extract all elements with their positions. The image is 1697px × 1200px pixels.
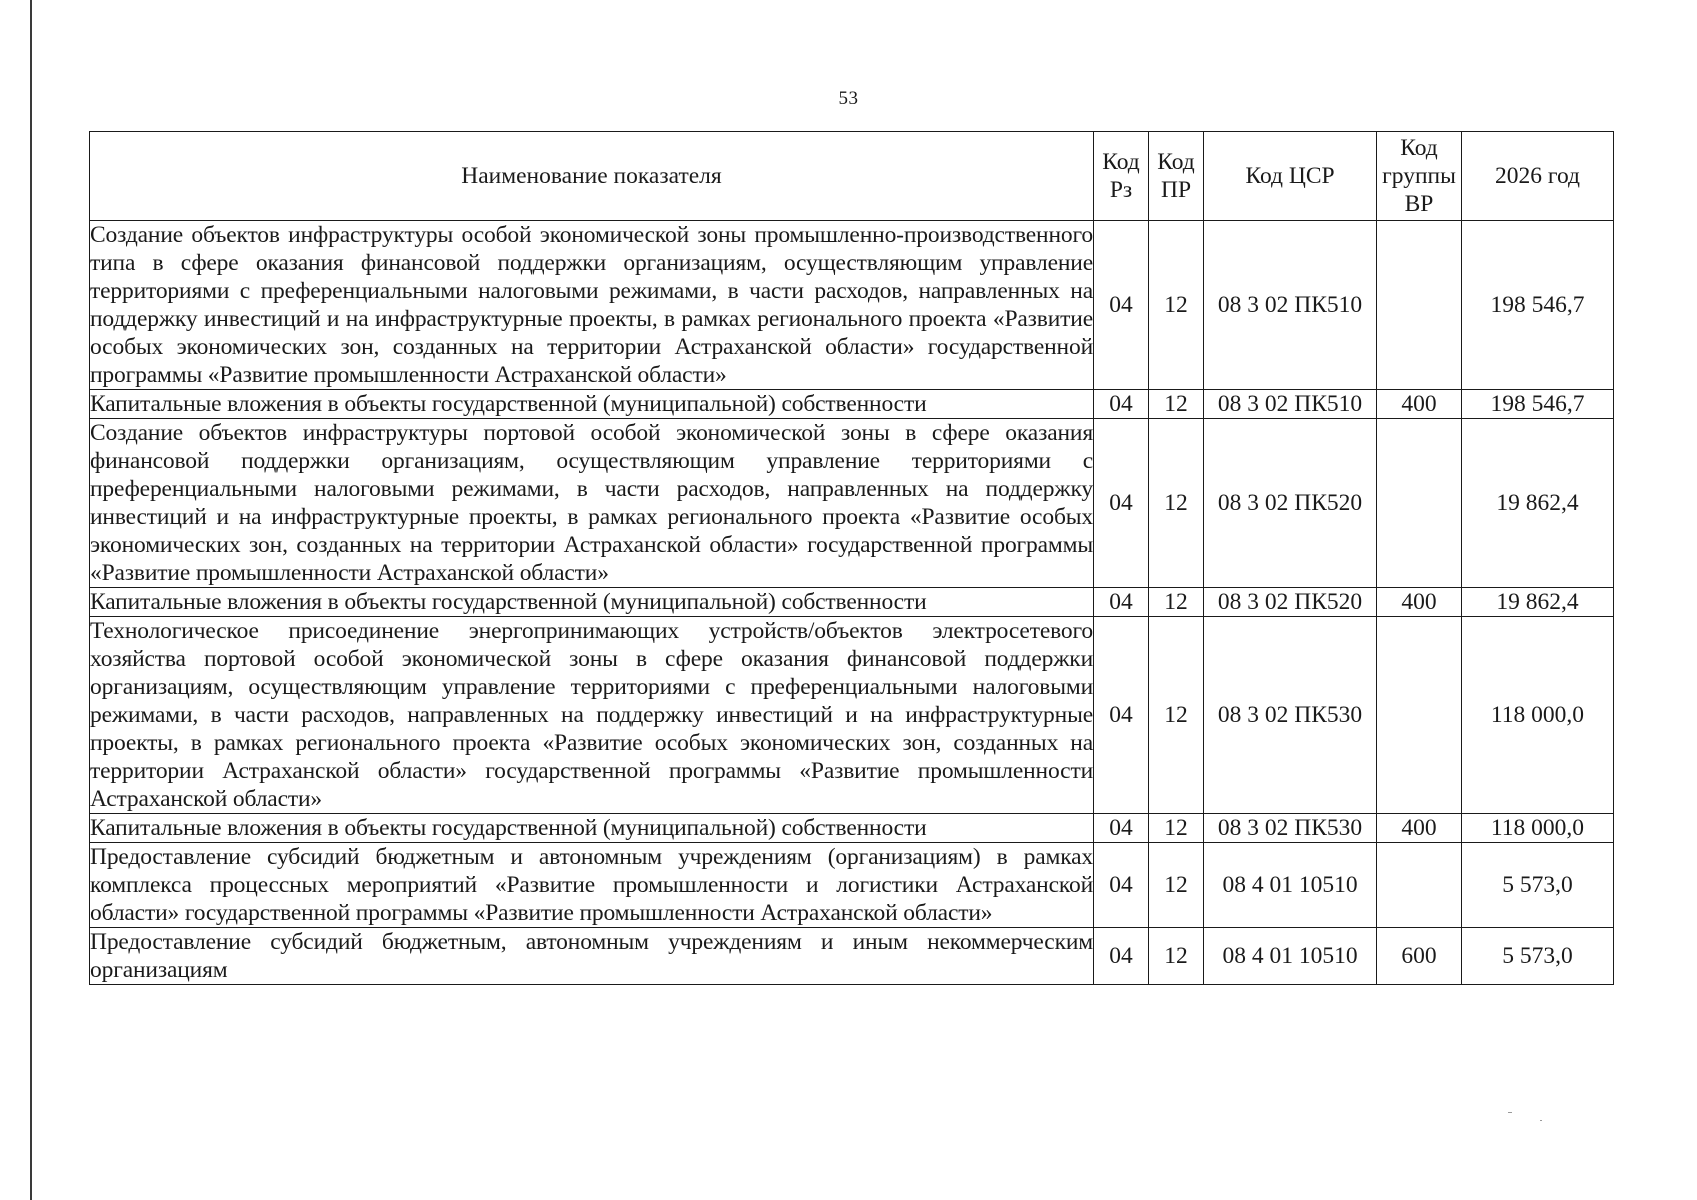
- row-amount: 198 546,7: [1462, 221, 1614, 390]
- header-code-vr: Код группы ВР: [1377, 132, 1462, 221]
- row-amount: 198 546,7: [1462, 390, 1614, 419]
- row-code-csr: 08 3 02 ПК510: [1204, 221, 1377, 390]
- row-amount: 118 000,0: [1462, 617, 1614, 814]
- row-code-rz: 04: [1094, 928, 1149, 985]
- table-row: [90, 221, 1614, 390]
- row-indicator-name: Создание объектов инфраструктуры особой экономической зоны промышленно-производственного типа в сфере оказания финансовой поддержки организациям, осуществляющим управление территориями с преференциальными налоговыми режимами, в части расходов, направленных на поддержку инвестиций и на инфраструктурные проекты, в рамках регионального проекта «Развитие особых экономических зон, созданных на территории Астраханской области» государственной программы «Развитие промышленности Астраханской области»: [90, 222, 1093, 388]
- row-code-vr: [1377, 221, 1462, 390]
- table-row: [90, 588, 1614, 617]
- row-code-pr: 12: [1149, 843, 1204, 928]
- table-row: [90, 928, 1614, 985]
- row-code-pr: 12: [1149, 928, 1204, 985]
- table-row: [90, 419, 1614, 588]
- row-amount: 5 573,0: [1462, 843, 1614, 928]
- row-indicator-name: Капитальные вложения в объекты государственной (муниципальной) собственности: [90, 814, 1094, 843]
- table-row: [90, 814, 1614, 843]
- row-code-csr: 08 3 02 ПК520: [1204, 419, 1377, 588]
- row-code-vr: [1377, 843, 1462, 928]
- row-code-vr: 400: [1377, 814, 1462, 843]
- row-amount: 19 862,4: [1462, 588, 1614, 617]
- row-code-pr: 12: [1149, 588, 1204, 617]
- row-indicator-name: Капитальные вложения в объекты государственной (муниципальной) собственности: [90, 588, 1094, 617]
- row-code-rz: 04: [1094, 814, 1149, 843]
- row-code-csr: 08 3 02 ПК520: [1204, 588, 1377, 617]
- header-year-2026: 2026 год: [1462, 132, 1614, 221]
- row-amount: 118 000,0: [1462, 814, 1614, 843]
- row-indicator-name: Предоставление субсидий бюджетным, автономным учреждениям и иным некоммерческим организациям: [90, 929, 1093, 983]
- scan-speck: [1540, 1120, 1542, 1121]
- row-amount: 19 862,4: [1462, 419, 1614, 588]
- scan-speck: [1508, 1112, 1512, 1113]
- row-code-rz: 04: [1094, 390, 1149, 419]
- table-row: [90, 390, 1614, 419]
- row-code-rz: 04: [1094, 419, 1149, 588]
- row-code-vr: [1377, 419, 1462, 588]
- table-row: [90, 617, 1614, 814]
- row-code-rz: 04: [1094, 588, 1149, 617]
- row-code-pr: 12: [1149, 419, 1204, 588]
- row-indicator-name: Создание объектов инфраструктуры портовой особой экономической зоны в сфере оказания финансовой поддержки организациям, осуществляющим управление территориями с преференциальными налоговыми режимами, в части расходов, направленных на поддержку инвестиций и на инфраструктурные проекты, в рамках регионального проекта «Развитие особых экономических зон, созданных на территории Астраханской области» государственной программы «Развитие промышленности Астраханской области»: [90, 420, 1093, 586]
- header-indicator-name: Наименование показателя: [90, 132, 1094, 221]
- row-indicator-name: Предоставление субсидий бюджетным и автономным учреждениям (организациям) в рамках комплекса процессных мероприятий «Развитие промышленности и логистики Астраханской области» государственной программы «Развитие промышленности Астраханской области»: [90, 844, 1093, 926]
- row-indicator-name: Технологическое присоединение энергопринимающих устройств/объектов электросетевого хозяйства портовой особой экономической зоны в сфере оказания финансовой поддержки организациям, осуществляющим управление территориями с преференциальными налоговыми режимами, в части расходов, направленных на поддержку инвестиций и на инфраструктурные проекты, в рамках регионального проекта «Развитие особых экономических зон, созданных на территории Астраханской области» государственной программы «Развитие промышленности Астраханской области»: [90, 618, 1093, 812]
- row-code-rz: 04: [1094, 843, 1149, 928]
- row-code-vr: 600: [1377, 928, 1462, 985]
- row-code-pr: 12: [1149, 814, 1204, 843]
- table-header-row: [90, 132, 1614, 221]
- header-code-rz: Код Рз: [1094, 132, 1149, 221]
- row-code-pr: 12: [1149, 221, 1204, 390]
- scan-border-line: [30, 0, 32, 1200]
- row-code-csr: 08 4 01 10510: [1204, 843, 1377, 928]
- header-code-csr: Код ЦСР: [1204, 132, 1377, 221]
- table-row: [90, 843, 1614, 928]
- row-code-vr: [1377, 617, 1462, 814]
- row-code-csr: 08 3 02 ПК530: [1204, 617, 1377, 814]
- row-indicator-name: Капитальные вложения в объекты государственной (муниципальной) собственности: [90, 390, 1094, 419]
- row-amount: 5 573,0: [1462, 928, 1614, 985]
- row-code-csr: 08 3 02 ПК510: [1204, 390, 1377, 419]
- page-number: 53: [838, 88, 859, 109]
- row-code-csr: 08 3 02 ПК530: [1204, 814, 1377, 843]
- row-code-csr: 08 4 01 10510: [1204, 928, 1377, 985]
- row-code-pr: 12: [1149, 390, 1204, 419]
- header-code-pr: Код ПР: [1149, 132, 1204, 221]
- row-code-rz: 04: [1094, 617, 1149, 814]
- row-code-vr: 400: [1377, 588, 1462, 617]
- row-code-rz: 04: [1094, 221, 1149, 390]
- budget-table: [89, 131, 1614, 985]
- row-code-vr: 400: [1377, 390, 1462, 419]
- row-code-pr: 12: [1149, 617, 1204, 814]
